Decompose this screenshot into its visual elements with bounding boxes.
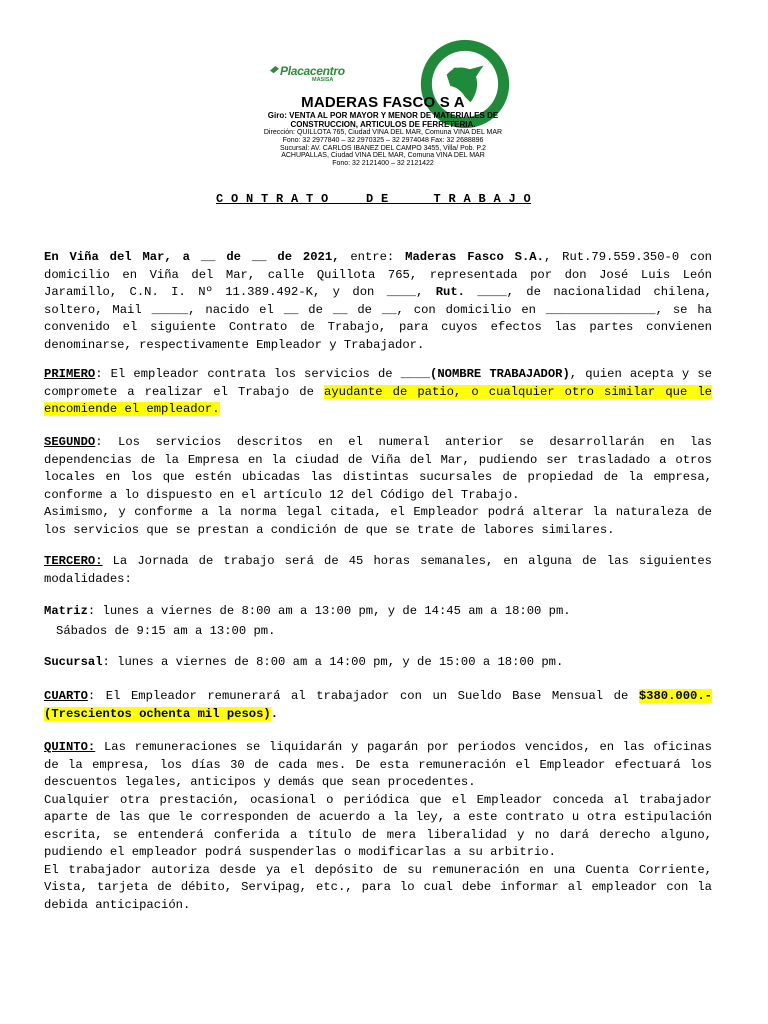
quinto-text-1: Las remuneraciones se liquidarán y pagarán por periodos vencidos, en las oficinas de la empresa, los días 30 de cada mes. De esta remuneración el Empleador efectuará los descuentos legales, anticipos y demás que sean procedentes. (44, 740, 712, 789)
company-address-5: Fono: 32 2121400 – 32 2121422 (332, 160, 434, 168)
employer-name: Maderas Fasco S.A. (405, 250, 544, 264)
primero-section (44, 366, 712, 419)
matriz-section (44, 603, 712, 640)
segundo-text-1: : Los servicios descritos en el numeral anterior se desarrollarán en las dependencias de la Empresa en la ciudad de Viña del Mar, pudiendo ser trasladado a otros locales en los que estén ubicadas las distintas sucursales de propiedad de la empresa, conforme a lo dispuesto en el artículo 12 del Código del Trabajo. (44, 435, 712, 502)
intro-section (44, 249, 712, 354)
primero-paragraph (44, 366, 712, 419)
primero-text-2: , quien acepta y se compromete a realizar el Trabajo de (44, 367, 712, 399)
cuarto-section (44, 688, 712, 723)
quinto-section (44, 739, 712, 914)
placacentro-logo (270, 64, 368, 88)
intro-text-3: ____, de nacionalidad chilena, soltero, Mail _____, nacido el __ de __ de __, con domicilio en _______________, se ha convenido el siguiente Contrato de Trabajo, para cuyos efectos las partes convienen denominarse, respectivamente Empleador y Trabajador. (44, 285, 712, 352)
logo-sub-text: MASISA (312, 77, 334, 83)
sucursal-label: Sucursal (44, 655, 103, 669)
primero-text-1: : El empleador contrata los servicios de ____ (95, 367, 430, 381)
intro-text-2: , Rut.79.559.350-0 con domicilio en Viña del Mar, calle Quillota 765, representada por don José Luis León Jaramillo, C.N. I. Nº 11.389.492-K, y don ____, (44, 250, 712, 299)
company-address-3: Sucursal: AV. CARLOS IBANEZ DEL CAMPO 3455, Villa/ Pob. P.2 (279, 144, 487, 152)
matriz-label: Matriz (44, 604, 88, 618)
company-address-1: Dirección: QUILLOTA 765, Ciudad VINA DEL MAR, Comuna VINA DEL MAR (263, 129, 503, 136)
quinto-paragraph-1 (44, 739, 712, 792)
sucursal-line (44, 654, 712, 672)
document-title: C O N T R A T O D E T R A B A J O (216, 192, 532, 206)
sucursal-section (44, 654, 712, 672)
company-header (210, 94, 556, 168)
matriz-line-2: Sábados de 9:15 am a 13:00 pm. (56, 623, 276, 638)
tercero-paragraph (44, 553, 712, 588)
intro-date: En Viña del Mar, a __ de __ de 2021, (44, 250, 340, 264)
intro-paragraph (44, 249, 712, 354)
segundo-label: SEGUNDO (44, 435, 96, 449)
sucursal-text: : lunes a viernes de 8:00 am a 14:00 pm, y de 15:00 a 18:00 pm. (102, 655, 564, 669)
quinto-paragraph-3: El trabajador autoriza desde ya el depósito de su remuneración en una Cuenta Corriente, Vista, tarjeta de débito, Servipag, etc., para lo cual debe informar al empleador con la debida anticipación. (44, 862, 712, 912)
placacentro-mark-icon (270, 66, 279, 75)
quinto-label: QUINTO: (44, 740, 96, 754)
tercero-label: TERCERO: (44, 554, 103, 568)
company-name: MADERAS FASCO S A (301, 94, 465, 111)
logo-brand-text: Placacentro (280, 64, 345, 78)
job-title-highlight: ayudante de patio, o cualquier otro similar que le encomiende el empleador. (44, 384, 712, 416)
matriz-line-1 (44, 603, 712, 621)
cuarto-paragraph (44, 688, 712, 723)
tercero-section (44, 553, 712, 588)
company-address-2: Fono: 32 2977840 – 32 2970325 – 32 2974048 Fax: 32 2688896 (282, 136, 484, 144)
rut-label: Rut. (435, 285, 465, 299)
worker-name-placeholder: (NOMBRE TRABAJADOR) (430, 367, 570, 381)
cuarto-text-2: . (270, 706, 279, 721)
intro-text-1: entre: (339, 250, 406, 264)
segundo-paragraph-2: Asimismo, y conforme a la norma legal citada, el Empleador podrá alterar la naturaleza de los servicios que se prestan a condición de que se trate de labores similares. (44, 505, 712, 537)
company-giro-1: Giro: VENTA AL POR MAYOR Y MENOR DE MATERIALES DE (267, 111, 499, 120)
company-giro-2: CONSTRUCCION, ARTICULOS DE FERRETERIA. (290, 120, 476, 129)
cuarto-text-1: : El Empleador remunerará al trabajador con un Sueldo Base Mensual de (87, 689, 639, 703)
salary-highlight: $380.000.- (Trescientos ochenta mil pesos) (44, 689, 712, 721)
segundo-section (44, 434, 712, 539)
matriz-text-1: : lunes a viernes de 8:00 am a 13:00 pm, y de 14:45 am a 18:00 pm. (87, 604, 571, 618)
tercero-text: La Jornada de trabajo será de 45 horas semanales, en alguna de las siguientes modalidades: (44, 554, 712, 586)
primero-label: PRIMERO (44, 367, 96, 381)
cuarto-label: CUARTO (44, 689, 88, 703)
quinto-paragraph-2: Cualquier otra prestación, ocasional o periódica que el Empleador conceda al trabajador aparte de las que le corresponden de acuerdo a la ley, a este contrato u otra estipulación escrita, se entenderá conferida a título de mera liberalidad y no dará derecho alguno, pudiendo el empleador podrá suspenderlas o modificarlas a su arbitrio. (44, 792, 712, 859)
company-address-4: ACHUPALLAS, Ciudad VINA DEL MAR, Comuna VINA DEL MAR (281, 152, 485, 160)
segundo-paragraph-1 (44, 434, 712, 504)
